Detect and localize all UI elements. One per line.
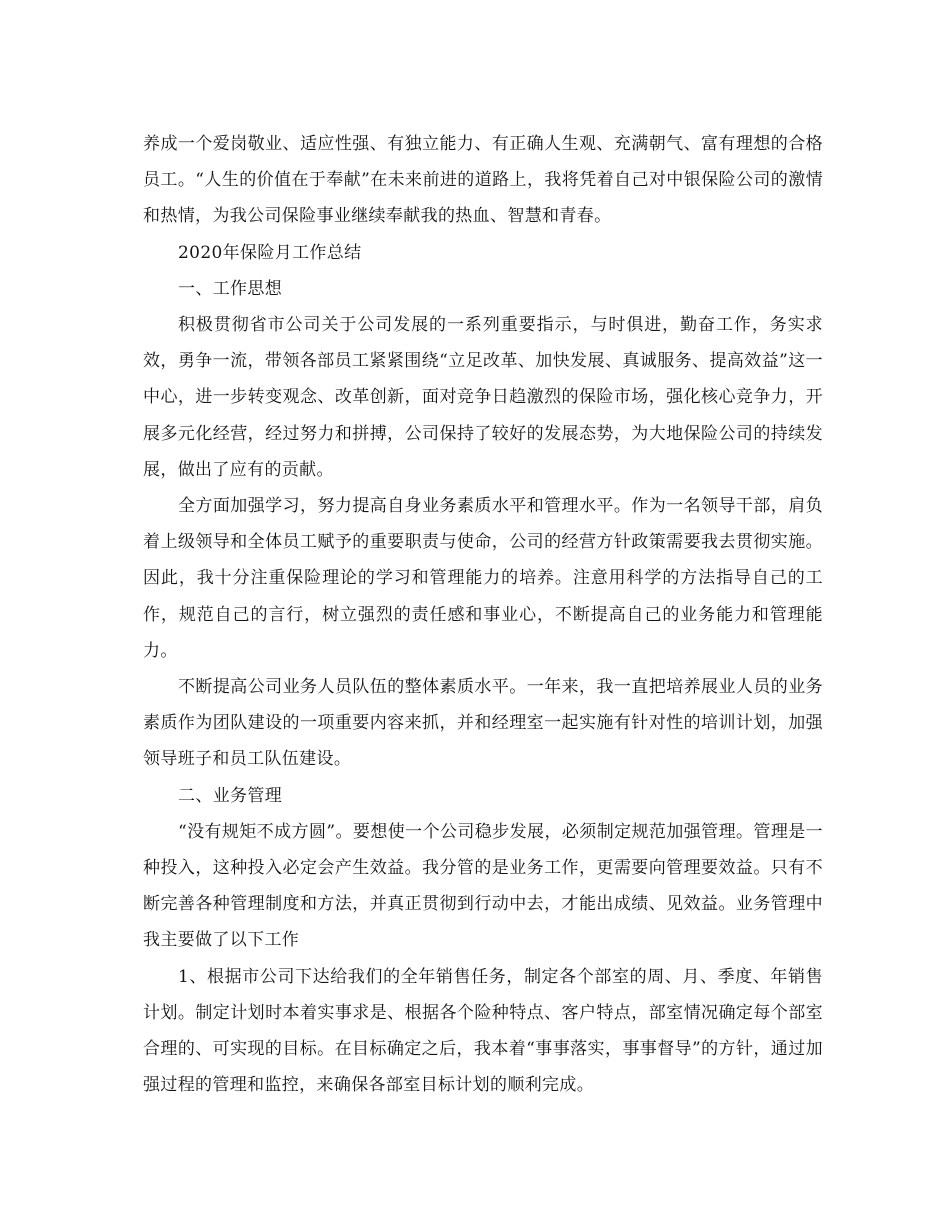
- paragraph-rules: “没有规矩不成方圆”。要想使一个公司稳步发展，必须制定规范加强管理。管理是一种投入，这种投入必定会产生效益。我分管的是业务工作，更需要向管理要效益。只有不断完善各种管理制度和方法，并真正贯彻到行动中去，才能出成绩、见效益。业务管理中我主要做了以下工作: [143, 821, 823, 951]
- paragraph-team-quality: 不断提高公司业务人员队伍的整体素质水平。一年来，我一直把培养展业人员的业务素质作为团队建设的一项重要内容来抓，并和经理室一起实施有针对性的培训计划，加强领导班子和员工队伍建设。: [143, 677, 823, 770]
- section-heading-business-management: 二、业务管理: [178, 785, 283, 806]
- document-body: [143, 126, 823, 1103]
- paragraph-study: 全方面加强学习，努力提高自身业务素质水平和管理水平。作为一名领导干部，肩负着上级领导和全体员工赋予的重要职责与使命，公司的经营方针政策需要我去贯彻实施。因此，我十分注重保险理论的学习和管理能力的培养。注意用科学的方法指导自己的工作，规范自己的言行，树立强烈的责任感和事业心，不断提高自己的业务能力和管理能力。: [143, 496, 823, 661]
- paragraph-implementation: 积极贯彻省市公司关于公司发展的一系列重要指示，与时俱进，勤奋工作，务实求效，勇争一流，带领各部员工紧紧围绕“立足改革、加快发展、真诚服务、提高效益”这一中心，进一步转变观念、改革创新，面对竞争日趋激烈的保险市场，强化核心竞争力，开展多元化经营，经过努力和拼搏，公司保持了较好的发展态势，为大地保险公司的持续发展，做出了应有的贡献。: [143, 315, 823, 480]
- document-title: 2020年保险月工作总结: [178, 242, 362, 263]
- paragraph-continuation: 养成一个爱岗敬业、适应性强、有独立能力、有正确人生观、充满朝气、富有理想的合格员工。“人生的价值在于奉献”在未来前进的道路上，我将凭着自己对中银保险公司的激情和热情，为我公司保险事业继续奉献我的热血、智慧和青春。: [143, 134, 823, 227]
- paragraph-sales-plan: 1、根据市公司下达给我们的全年销售任务，制定各个部室的周、月、季度、年销售计划。制定计划时本着实事求是、根据各个险种特点、客户特点，部室情况确定每个部室合理的、可实现的目标。在目标确定之后，我本着“事事落实，事事督导”的方针，通过加强过程的管理和监控，来确保各部室目标计划的顺利完成。: [143, 966, 823, 1096]
- section-heading-work-thought: 一、工作思想: [178, 278, 283, 299]
